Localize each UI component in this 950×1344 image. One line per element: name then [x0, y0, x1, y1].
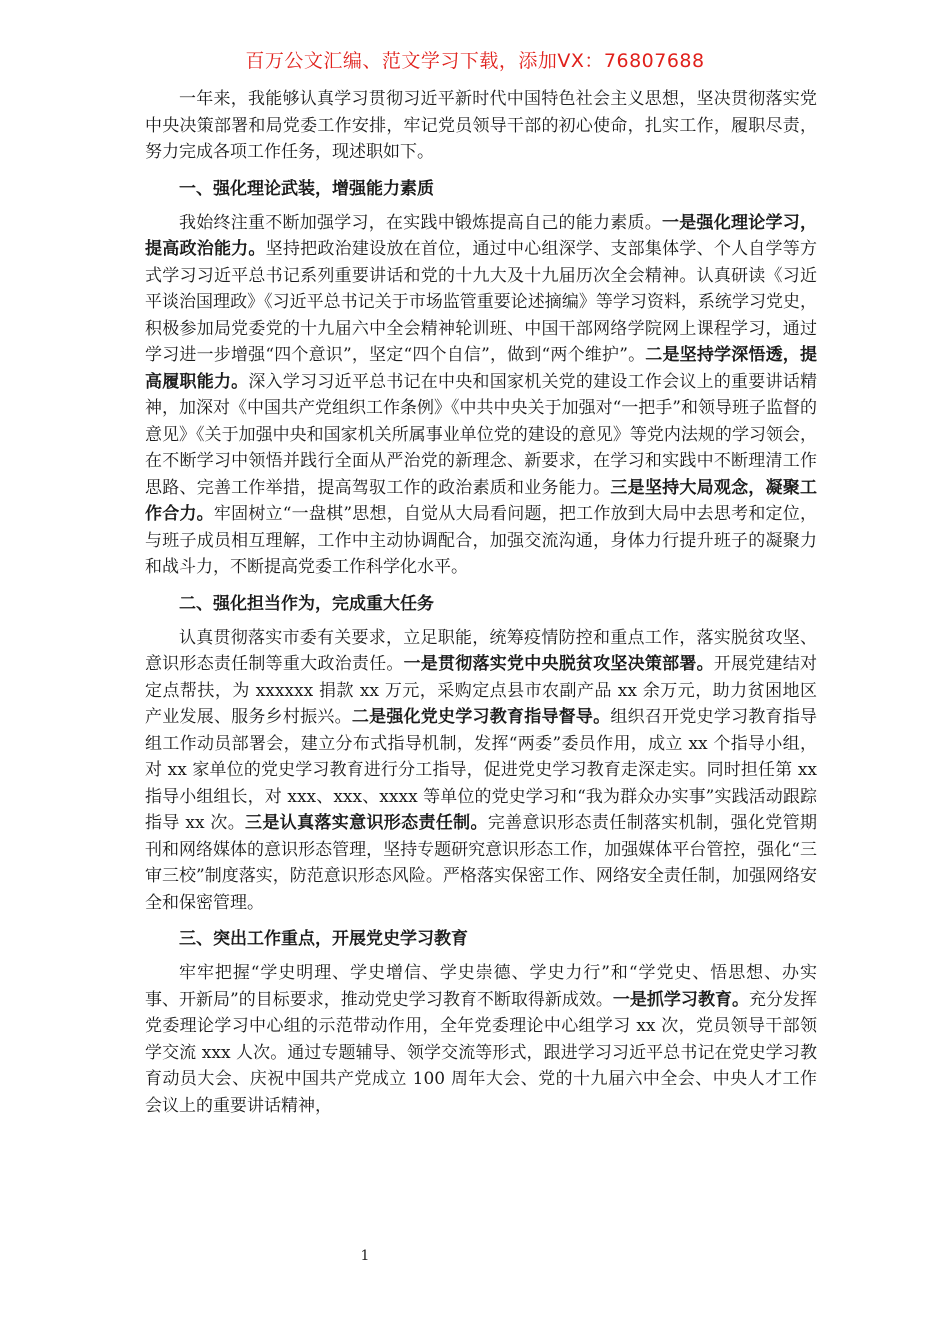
section-1-title: 一、强化理论武装，增强能力素质 [179, 178, 434, 199]
section-1-point-3: 三是坚持大局观念，凝聚工作合力。 [145, 477, 818, 524]
intro-paragraph: 一年来，我能够认真学习贯彻习近平新时代中国特色社会主义思想，坚决贯彻落实党中央决策部署和局党委工作安排，牢记党员领导干部的初心使命，扎实工作，履职尽责，努力完成各项工作任务，现述职如下。 [145, 89, 817, 162]
page-number: 1 [360, 1248, 370, 1264]
document-body [145, 86, 817, 1119]
section-1-paragraph [145, 210, 817, 581]
section-2-title: 二、强化担当作为，完成重大任务 [179, 593, 434, 614]
section-1-point-2: 二是坚持学深悟透，提高履职能力。 [145, 345, 818, 392]
section-2-text-3: 完善意识形态责任制落实机制，强化党管期刊和网络媒体的意识形态管理，坚持专题研究意识形态工作，加强媒体平台管控，强化“三审三校”制度落实，防范意识形态风险。严格落实保密工作、网络安全责任制，加强网络安全和保密管理。 [145, 813, 818, 913]
section-1-text-2: 深入学习习近平总书记在中央和国家机关党的建设工作会议上的重要讲话精神，加深对《中国共产党组织工作条例》《中共中央关于加强对“一把手”和领导班子监督的意见》《关于加强中央和国家机关所属事业单位党的建设的意见》等党内法规的学习领会，在不断学习中领悟并践行全面从严治党的新理念、新要求，在学习和实践中不断理清工作思路、完善工作举措，提高驾驭工作的政治素质和业务能力。 [145, 371, 817, 498]
section-2-text-1: 开展党建结对定点帮扶，为 xxxxxx 捐款 xx 万元，采购定点县市农副产品 xx 余万元，助力贫困地区产业发展、服务乡村振兴。 [145, 654, 818, 727]
section-3-point-1: 一是抓学习教育。 [612, 989, 749, 1010]
header-banner: 百万公文汇编、范文学习下载，添加VX：76807688 [245, 50, 705, 72]
section-2-paragraph [145, 625, 817, 917]
section-1-lead: 我始终注重不断加强学习，在实践中锻炼提高自己的能力素质。 [179, 212, 662, 233]
section-3-lead: 牢牢把握“学史明理、学史增信、学史崇德、学史力行”和“学党史、悟思想、办实事、开新局”的目标要求，推动党史学习教育不断取得新成效。 [145, 963, 817, 1010]
section-2-point-3: 三是认真落实意识形态责任制。 [245, 813, 488, 833]
section-1-text-1: 坚持把政治建设放在首位，通过中心组深学、支部集体学、个人自学等方式学习习近平总书记系列重要讲话和党的十九大及十九届历次全会精神。认真研读《习近平谈治国理政》《习近平总书记关于市场监管重要论述摘编》等学习资料，系统学习党史，积极参加局党委党的十九届六中全会精神轮训班、中国干部网络学院网上课程学习，通过学习进一步增强“四个意识”，坚定“四个自信”，做到“两个维护”。 [145, 239, 818, 365]
section-3-text-1: 充分发挥党委理论学习中心组的示范带动作用，全年党委理论中心组学习 xx 次，党员领导干部领学交流 xxx 人次。通过专题辅导、领学交流等形式，跟进学习习近平总书记在党史学习教育动员大会、庆祝中国共产党成立 100 周年大会、党的十九届六中全会、中央人才工作会议上的重要讲话精神， [145, 989, 817, 1116]
section-1-text-3: 牢固树立“一盘棋”思想，自觉从大局看问题，把工作放到大局中去思考和定位，与班子成员相互理解，工作中主动协调配合，加强交流沟通，身体力行提升班子的凝聚力和战斗力，不断提高党委工作科学化水平。 [145, 504, 817, 577]
section-2-point-2: 二是强化党史学习教育指导督导。 [351, 707, 611, 727]
section-3-title: 三、突出工作重点，开展党史学习教育 [179, 929, 468, 949]
section-1-point-1: 一是强化理论学习，提高政治能力。 [145, 212, 817, 259]
section-3-paragraph [145, 960, 817, 1119]
section-2-text-2: 组织召开党史学习教育指导组工作动员部署会，建立分布式指导机制，发挥“两委”委员作用，成立 xx 个指导小组，对 xx 家单位的党史学习教育进行分工指导，促进党史学习教育走深走实。同时担任第 xx 指导小组组长，对 xxx、xxx、xxxx 等单位的党史学习和“我为群众办实事”实践活动跟踪指导 xx 次。 [145, 707, 818, 833]
section-2-point-1: 一是贯彻落实党中央脱贫攻坚决策部署。 [403, 654, 714, 674]
section-2-lead: 认真贯彻落实市委有关要求，立足职能，统筹疫情防控和重点工作，落实脱贫攻坚、意识形态责任制等重大政治责任。 [145, 627, 817, 674]
